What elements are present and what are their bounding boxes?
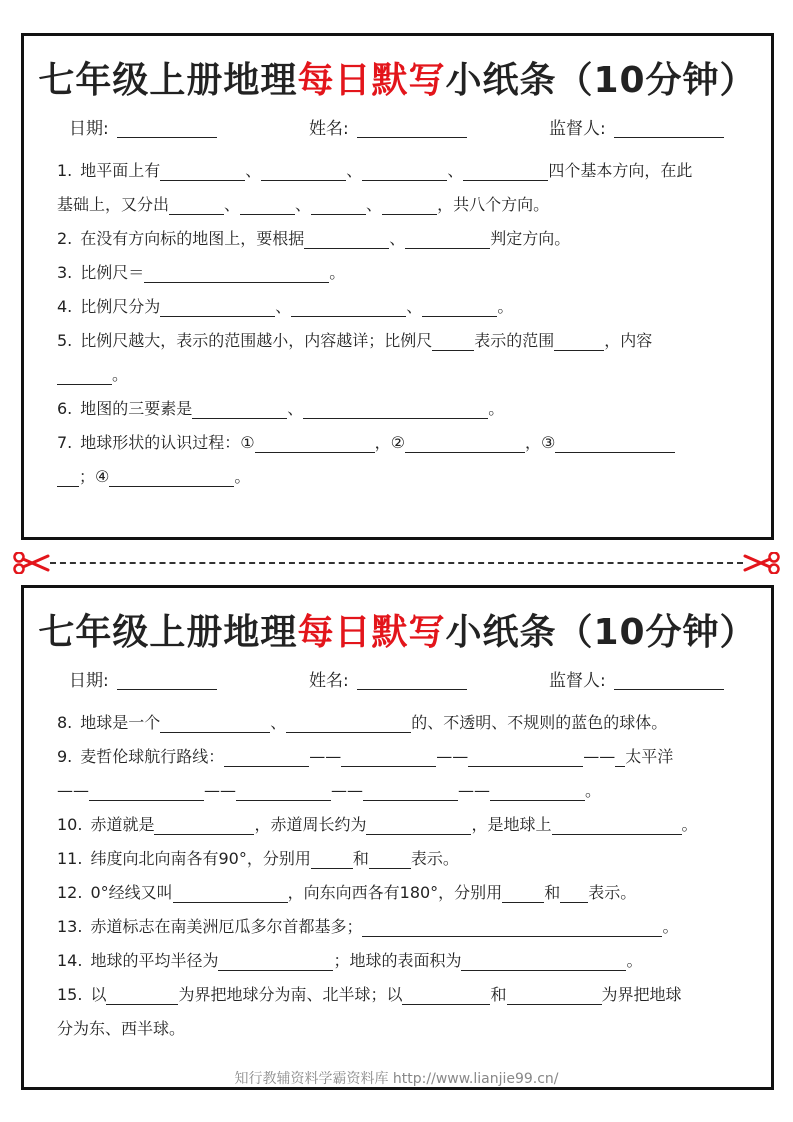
question-7-cont: ；④ 。 [24, 460, 771, 494]
answer-blank[interactable] [362, 162, 447, 181]
date-field: 日期: [69, 666, 217, 691]
answer-blank[interactable] [224, 748, 309, 767]
answer-blank[interactable] [555, 434, 675, 453]
name-blank[interactable] [357, 671, 467, 690]
answer-blank[interactable] [160, 298, 275, 317]
question-12: 12. 0°经线又叫 ，向东向西各有180°，分别用 和 表示。 [57, 883, 637, 902]
question-15-cont: 分为东、西半球。 [57, 1019, 186, 1038]
answer-blank[interactable] [236, 782, 331, 801]
answer-blank[interactable] [286, 714, 411, 733]
answer-blank[interactable] [552, 816, 682, 835]
answer-blank[interactable] [304, 230, 389, 249]
question-10: 10. 赤道就是 ，赤道周长约为 ，是地球上 。 [57, 815, 698, 834]
answer-blank[interactable] [169, 196, 224, 215]
question-14: 14. 地球的平均半径为 ；地球的表面积为 。 [57, 951, 643, 970]
date-field: 日期: [69, 114, 217, 139]
answer-blank[interactable] [109, 468, 234, 487]
answer-blank[interactable] [560, 884, 588, 903]
title-highlight: 每日默写 [297, 60, 446, 101]
answer-blank[interactable] [422, 298, 497, 317]
answer-blank[interactable] [261, 162, 346, 181]
answer-blank[interactable] [432, 332, 474, 351]
title-highlight: 每日默写 [297, 612, 446, 653]
question-2: 2. 在没有方向标的地图上，要根据 、 判定方向。 [57, 229, 571, 248]
date-blank[interactable] [117, 671, 217, 690]
answer-blank[interactable] [341, 748, 436, 767]
answer-blank[interactable] [502, 884, 544, 903]
supervisor-blank[interactable] [614, 671, 724, 690]
answer-blank[interactable] [490, 782, 585, 801]
question-list-1 [24, 154, 771, 494]
supervisor-field: 监督人: [549, 114, 724, 139]
answer-blank[interactable] [106, 986, 178, 1005]
question-3: 3. 比例尺＝ 。 [57, 263, 346, 282]
cut-line [0, 552, 793, 572]
scissors-icon [743, 552, 781, 574]
answer-blank[interactable] [144, 264, 329, 283]
name-blank[interactable] [357, 119, 467, 138]
question-6: 6. 地图的三要素是 、 。 [57, 399, 505, 418]
answer-blank[interactable] [405, 230, 490, 249]
answer-blank[interactable] [405, 434, 525, 453]
answer-blank[interactable] [192, 400, 287, 419]
info-row [24, 114, 771, 148]
question-9-cont: —— —— —— —— 。 [57, 781, 602, 800]
question-4: 4. 比例尺分为 、 、 。 [57, 297, 514, 316]
question-7: 7. 地球形状的认识过程：① ，② ，③ [24, 426, 771, 460]
answer-blank[interactable] [366, 816, 471, 835]
dashed-divider [50, 562, 743, 564]
answer-blank[interactable] [154, 816, 254, 835]
question-9: 9. 麦哲伦球航行路线： —— —— —— 太平洋 [57, 747, 674, 766]
answer-blank[interactable] [218, 952, 333, 971]
worksheet-card-1 [21, 33, 774, 540]
answer-blank[interactable] [363, 782, 458, 801]
question-13: 13. 赤道标志在南美洲厄瓜多尔首都基多； 。 [57, 917, 679, 936]
answer-blank[interactable] [554, 332, 604, 351]
answer-blank[interactable] [57, 366, 112, 385]
question-5-cont: 。 [24, 358, 771, 392]
name-field: 姓名: [309, 114, 467, 139]
question-5: 5. 比例尺越大，表示的范围越小，内容越详；比例尺 表示的范围 ，内容 [57, 331, 653, 350]
answer-blank[interactable] [461, 952, 626, 971]
question-list-2 [24, 706, 771, 1046]
answer-blank[interactable] [369, 850, 411, 869]
answer-blank[interactable] [382, 196, 437, 215]
answer-blank[interactable] [507, 986, 602, 1005]
scissors-icon [12, 552, 50, 574]
info-row [24, 666, 771, 700]
answer-blank[interactable] [311, 850, 353, 869]
answer-blank[interactable] [615, 748, 625, 767]
answer-blank[interactable] [311, 196, 366, 215]
answer-blank[interactable] [160, 714, 270, 733]
answer-blank[interactable] [362, 918, 662, 937]
answer-blank[interactable] [89, 782, 204, 801]
worksheet-title: 七年级上册地理每日默写小纸条（10分钟） [38, 60, 757, 101]
answer-blank[interactable] [240, 196, 295, 215]
answer-blank[interactable] [173, 884, 288, 903]
footer-watermark: 知行教辅资料学霸资料库 http://www.lianjie99.cn/ [234, 1071, 559, 1087]
date-blank[interactable] [117, 119, 217, 138]
answer-blank[interactable] [468, 748, 583, 767]
answer-blank[interactable] [160, 162, 245, 181]
supervisor-blank[interactable] [614, 119, 724, 138]
question-15: 15. 以 为界把地球分为南、北半球；以 和 为界把地球 [57, 985, 682, 1004]
answer-blank[interactable] [57, 468, 79, 487]
worksheet-title: 七年级上册地理每日默写小纸条（10分钟） [38, 612, 757, 653]
answer-blank[interactable] [463, 162, 548, 181]
answer-blank[interactable] [255, 434, 375, 453]
question-1-cont: 基础上，又分出 、 、 、 ，共八个方向。 [57, 195, 550, 214]
answer-blank[interactable] [291, 298, 406, 317]
worksheet-card-2 [21, 585, 774, 1090]
question-8: 8. 地球是一个 、 的、不透明、不规则的蓝色的球体。 [57, 713, 668, 732]
question-11: 11. 纬度向北向南各有90°，分别用 和 表示。 [57, 849, 459, 868]
name-field: 姓名: [309, 666, 467, 691]
question-1: 1. 地平面上有 、 、 、 四个基本方向，在此 [57, 161, 693, 180]
answer-blank[interactable] [303, 400, 488, 419]
supervisor-field: 监督人: [549, 666, 724, 691]
answer-blank[interactable] [402, 986, 490, 1005]
